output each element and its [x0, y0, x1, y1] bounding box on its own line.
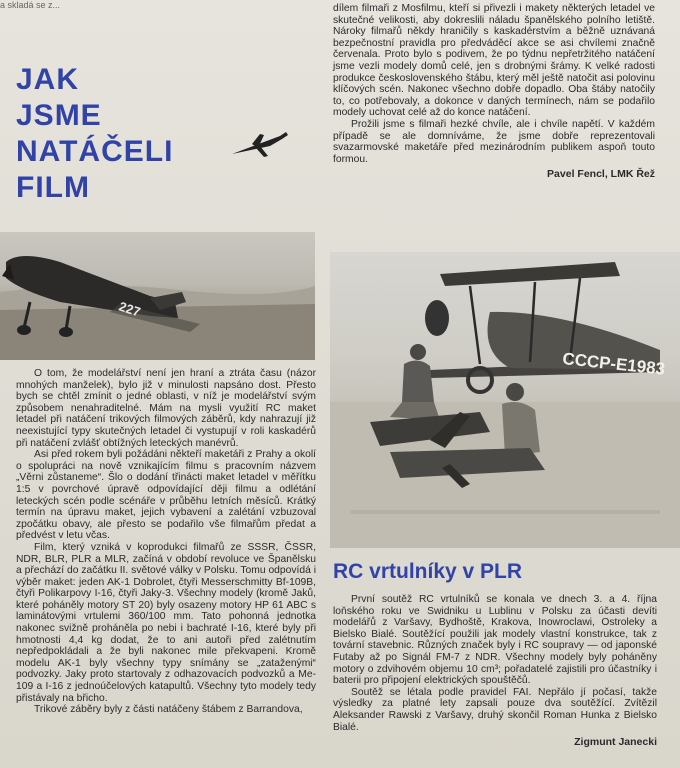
article2-column — [333, 594, 657, 749]
plane-number-marking: 227 — [117, 298, 143, 320]
title-line-4: FILM — [16, 171, 90, 204]
biplane-registration-marking: CCCP-E1983 — [561, 349, 667, 379]
article1-paragraph: Film, který vzniká v koprodukci filmařů ze SSSR, ČSSR, NDR, BLR, PLR a MLR, začíná v období revoluce ve Španělsku a přechází do začátku II. světové války v Polsku. Tomu odpovídá i výběr maket: jeden AK-1 Dobrolet, čtyři Messerschmitty Bf-109B, čtyři Polikarpovy I-16, čtyři Jaky-3. Všechny modely (kromě Jaků, které poháněly motory ST 20) byly osazeny motory HP 61 ABC s laminátovými vrtulemi 360/100 mm. Tato pohonná jednotka nakonec svižně proháněla po nebi i bachraté I-16, které byly při hmotnosti 4,4 kg dodat, že to ani autoři před zalétnutím nepředpokládali a že byli nakonec mile překvapeni. Kromě modelu AK-1 byly všechny typy snímány se „zataženými“ podvozky. Jaky proto startovaly z odhazovacích podvozků a Me-109 a I-16 z jednoúčelových katapultů. Všechny tyto modely tedy přistávaly na břicho. — [16, 541, 316, 704]
photo-modelers-biplane — [330, 252, 680, 548]
article1-signature: Pavel Fencl, LMK Řež — [547, 168, 655, 181]
title-line-2: JSME — [16, 99, 102, 132]
photo-plane-model-image — [0, 232, 315, 360]
title-line-3: NATÁČELI — [16, 135, 174, 168]
article1-right-paragraph: dílem filmaři z Mosfilmu, kteří si přivezli i makety některých letadel ve skutečné velikosti, aby dokreslili náladu španělského polního letiště. Nároky filmařů někdy hraničily s kaskadérstvím a běžně uznávaná bezpečnostní pravidla pro předváděcí akce se asi chvílemi značně červenala. Proto bylo s podivem, že po týdnu nepřetržitého natáčení jsme vezli modely domů celé, jen s drobnými šrámy. K velké radosti produkce československého štábu, který měl ještě natočit asi polovinu klíčových scén. Nakonec všechno dobře dopadlo. Oba štáby natočily to, co potřebovaly, a dokonce v daných termínech, nám se podařilo modely uchovat celé až do konce natáčení. — [333, 3, 655, 119]
title-line-1: JAK — [16, 63, 80, 96]
article2-paragraph: Soutěž se létala podle pravidel FAI. Nepřálo jí počasí, takže výsledky za platné lety zapsali pouze dva soutěžící. Zvítězil Aleksander Rawski z Varšavy, druhý skončil Roman Hunka z Bielsko Bialé. — [333, 686, 657, 733]
article1-right-paragraph: Prožili jsme s filmaři hezké chvíle, ale i chvíle napětí. V každém případě se ale domníváme, že jsme dobře reprezentovali svazarmovské maketáře před mezinárodním publikem aspoň touto formou. — [333, 118, 655, 165]
photo-modelers-biplane-image — [330, 252, 680, 548]
article1-paragraph: Asi před rokem byli požádáni někteří maketáři z Prahy a okolí o spolupráci na nově vznikajícím filmu s pracovním názvem „Věrni zůstaneme“. Šlo o dodání třinácti maket letadel v měřítku 1:5 v povrchové úpravě odpovídající ději filmu a odlétání leteckých scén podle scénáře v průběhu letních měsíců. Krátký termín na úpravu maket, jejich vybavení a zalétání vzbuzoval zpočátku obavy, ale přesto se podařilo vše filmařům předat a předvést v letu včas. — [16, 449, 316, 542]
article1-left-column — [16, 368, 316, 716]
article1-right-column — [333, 3, 655, 181]
airplane-silhouette-icon — [230, 126, 290, 160]
photo-plane-model — [0, 232, 315, 360]
article2-paragraph: První soutěž RC vrtulníků se konala ve dnech 3. a 4. října loňského roku ve Swidniku u Lublinu v Polsku za účasti devíti modelářů z Varšavy, Bydhoště, Krakova, Inowroclawi, Ostroleky a Bielsko Bialé. Soutěžící použili jak modely vlastní konstrukce, tak z tovární stavebnic. Různých značek byly i RC soupravy — od japonské Futaby až po Signál FM-7 z NDR. Všechny modely byly poháněny motory o zdvihovém objemu 10 cm³; pořadatelé zajistili pro účastníky i baterii pro připojení elektrických spouštěčů. — [333, 594, 657, 687]
article1-paragraph: Trikové záběry byly z části natáčeny štábem z Barrandova, — [34, 704, 303, 716]
article2-signature: Zigmunt Janecki — [574, 736, 657, 749]
top-strip-text: a skladá se z... — [0, 0, 61, 10]
article-title — [16, 62, 173, 206]
article1-paragraph: O tom, že modelářství není jen hraní a ztráta času (názor mnohých manželek), bylo již v minulosti napsáno dost. Přesto bych se chtěl zmínit o jedné oblasti, v níž je modelářství svým způsobem nenahraditelné. Mám na mysli využití RC maket letadel při natáčení trikových filmových záběrů, kdy nahrazují již neexistující typy skutečných letadel či vystupují v roli kaskadérů při natáčení zvlášť obtížných leteckých manévrů. — [16, 368, 316, 449]
article2-title: RC vrtulníky v PLR — [333, 560, 523, 583]
